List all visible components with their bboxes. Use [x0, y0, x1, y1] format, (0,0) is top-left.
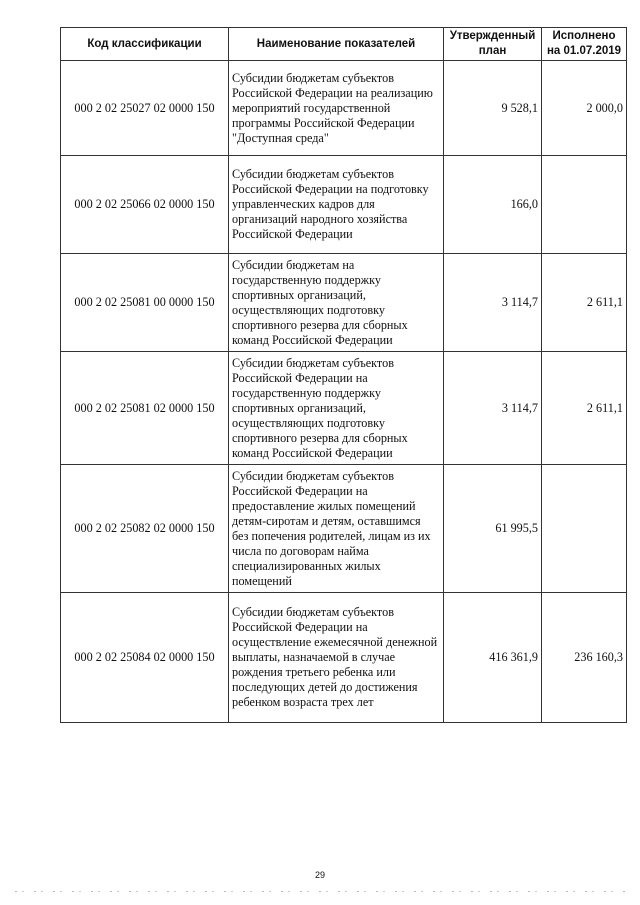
row-plan: 3 114,7	[444, 254, 542, 352]
page-number: 29	[314, 870, 325, 880]
row-name: Субсидии бюджетам субъектов Российской Федерации на государственную поддержку спортивных организаций, осуществляющих подготовку спортивного резерва для сборных команд Российской Федерации	[229, 352, 444, 465]
row-name: Субсидии бюджетам субъектов Российской Федерации на предоставление жилых помещений детям-сиротам и детям, оставшимся без попечения родителей, лицам из их числа по договорам найма специализированных жилых помещений	[229, 465, 444, 593]
header-name: Наименование показателей	[229, 28, 444, 61]
header-plan: Утвержденный план	[444, 28, 542, 61]
row-code: 000 2 02 25027 02 0000 150	[61, 61, 229, 156]
table-row	[61, 156, 627, 254]
row-name: Субсидии бюджетам субъектов Российской Федерации на подготовку управленческих кадров для организаций народного хозяйства Российской Федерации	[229, 156, 444, 254]
table-row	[61, 465, 627, 593]
header-executed: Исполнено на 01.07.2019	[542, 28, 627, 61]
table-row	[61, 593, 627, 723]
row-name: Субсидии бюджетам на государственную поддержку спортивных организаций, осуществляющих подготовку спортивного резерва для сборных команд Российской Федерации	[229, 254, 444, 352]
row-plan: 166,0	[444, 156, 542, 254]
row-code: 000 2 02 25082 02 0000 150	[61, 465, 229, 593]
row-executed	[542, 156, 627, 254]
row-name: Субсидии бюджетам субъектов Российской Федерации на осуществление ежемесячной денежной выплаты, назначаемой в случае рождения третьего ребенка или последующих детей до достижения ребенком возраста трех лет	[229, 593, 444, 723]
row-code: 000 2 02 25084 02 0000 150	[61, 593, 229, 723]
row-code: 000 2 02 25081 02 0000 150	[61, 352, 229, 465]
row-executed: 2 611,1	[542, 352, 627, 465]
row-plan: 3 114,7	[444, 352, 542, 465]
row-name: Субсидии бюджетам субъектов Российской Федерации на реализацию мероприятий государственной программы Российской Федерации "Доступная среда"	[229, 61, 444, 156]
budget-table	[60, 27, 627, 723]
row-code: 000 2 02 25081 00 0000 150	[61, 254, 229, 352]
table-row	[61, 61, 627, 156]
row-executed	[542, 465, 627, 593]
row-plan: 61 995,5	[444, 465, 542, 593]
header-code: Код классификации	[61, 28, 229, 61]
row-plan: 416 361,9	[444, 593, 542, 723]
row-executed: 236 160,3	[542, 593, 627, 723]
table-header-row	[61, 28, 627, 61]
row-plan: 9 528,1	[444, 61, 542, 156]
table-row	[61, 352, 627, 465]
row-executed: 2 611,1	[542, 254, 627, 352]
table-row	[61, 254, 627, 352]
row-code: 000 2 02 25066 02 0000 150	[61, 156, 229, 254]
row-executed: 2 000,0	[542, 61, 627, 156]
scan-noise-line	[15, 891, 625, 892]
